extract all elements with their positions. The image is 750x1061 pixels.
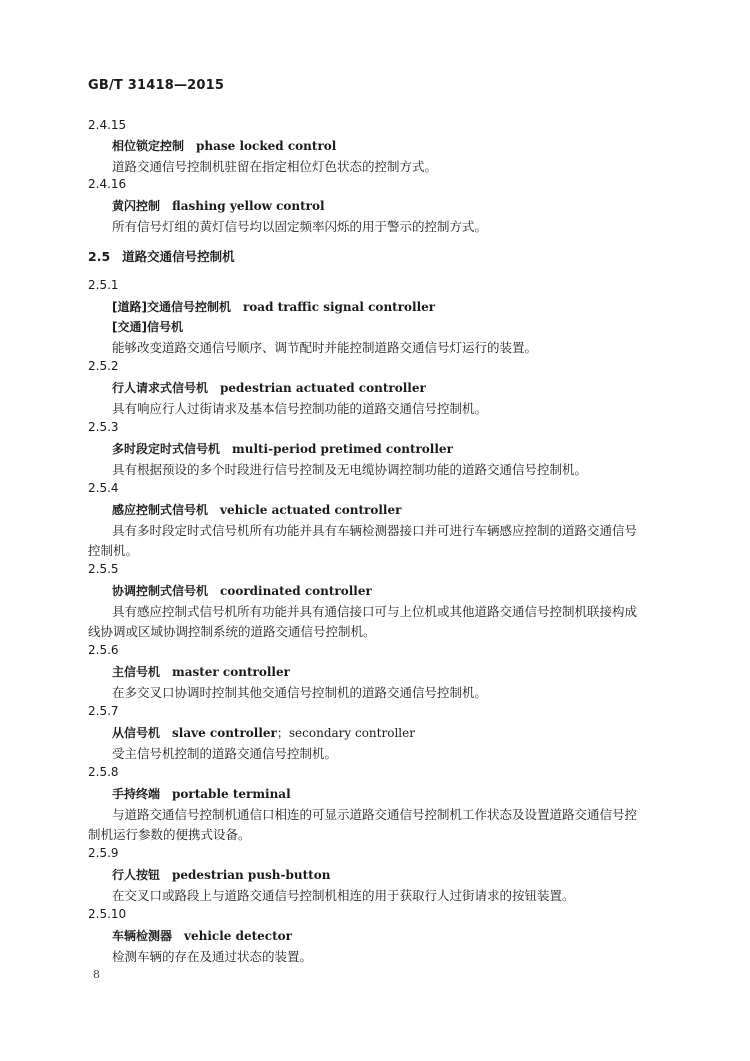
clause-number: 2.5.9: [88, 846, 119, 860]
clause-number: 2.5.7: [88, 704, 119, 718]
term-en: pedestrian push-button: [172, 868, 331, 882]
term-definition: 在交叉口或路段上与道路交通信号控制机相连的用于获取行人过街请求的按钮装置。: [112, 888, 575, 903]
term-heading: [112, 785, 291, 802]
term-en: slave controller: [172, 726, 277, 740]
term-zh: 多时段定时式信号机: [112, 442, 221, 456]
term-definition: 具有感应控制式信号机所有功能并具有通信接口可与上位机或其他道路交通信号控制机联接构成: [112, 604, 638, 619]
term-definition: 受主信号机控制的道路交通信号控制机。: [112, 746, 338, 761]
clause-number: 2.5.2: [88, 359, 119, 373]
term-zh: 行人按钮: [112, 868, 161, 882]
term-zh: 感应控制式信号机: [112, 503, 209, 517]
term-en: vehicle actuated controller: [220, 503, 402, 517]
clause-number: 2.5.10: [88, 907, 127, 921]
term-heading: [112, 440, 453, 457]
term-definition: 所有信号灯组的黄灯信号均以固定频率闪烁的用于警示的控制方式。: [112, 219, 488, 234]
term-zh: 行人请求式信号机: [112, 381, 209, 395]
term-definition: 具有响应行人过街请求及基本信号控制功能的道路交通信号控制机。: [112, 401, 488, 416]
term-zh: 车辆检测器: [112, 929, 173, 943]
term-heading: [112, 663, 290, 680]
term-zh: 协调控制式信号机: [112, 584, 209, 598]
term-heading: [112, 197, 325, 214]
term-heading: [112, 137, 336, 154]
term-zh: 黄闪控制: [112, 199, 161, 213]
section-heading: [88, 247, 235, 265]
term-heading: [112, 866, 330, 883]
clause-number: 2.5.8: [88, 765, 119, 779]
section-title: 道路交通信号控制机: [122, 249, 235, 264]
term-definition: 在多交叉口协调时控制其他交通信号控制机的道路交通信号控制机。: [112, 685, 488, 700]
term-en-separator: ；: [276, 726, 289, 740]
term-en-synonym: secondary controller: [288, 726, 415, 740]
section-number: 2.5: [88, 249, 111, 264]
clause-number: 2.5.4: [88, 481, 119, 495]
term-en: road traffic signal controller: [242, 300, 436, 314]
term-heading: [112, 379, 426, 396]
clause-number: 2.5.3: [88, 420, 119, 434]
term-zh: 从信号机: [112, 726, 161, 740]
term-en: vehicle detector: [184, 929, 292, 943]
term-heading: [112, 724, 415, 741]
term-en: coordinated controller: [220, 584, 372, 598]
clause-number: 2.4.15: [88, 118, 127, 132]
term-en: flashing yellow control: [172, 199, 325, 213]
page-number: 8: [93, 968, 100, 981]
term-zh: 主信号机: [112, 665, 161, 679]
term-en: pedestrian actuated controller: [220, 381, 426, 395]
term-en: portable terminal: [172, 787, 291, 801]
clause-number: 2.5.5: [88, 562, 119, 576]
clause-number: 2.5.1: [88, 278, 119, 292]
term-heading: [112, 298, 435, 315]
term-definition: 具有根据预设的多个时段进行信号控制及无电缆协调控制功能的道路交通信号控制机。: [112, 462, 588, 477]
term-zh-alt: [交通]信号机: [112, 320, 183, 334]
term-en: master controller: [172, 665, 290, 679]
term-definition: 检测车辆的存在及通过状态的装置。: [112, 949, 313, 964]
term-zh: [道路]交通信号控制机: [112, 300, 231, 314]
term-alternative: [112, 318, 183, 335]
term-definition-continued: 制机运行参数的便携式设备。: [88, 827, 251, 842]
term-definition: 具有多时段定时式信号机所有功能并具有车辆检测器接口并可进行车辆感应控制的道路交通信号: [112, 523, 638, 538]
term-definition-continued: 线协调或区域协调控制系统的道路交通信号控制机。: [88, 624, 376, 639]
term-definition: 能够改变道路交通信号顺序、调节配时并能控制道路交通信号灯运行的装置。: [112, 340, 538, 355]
term-heading: [112, 501, 401, 518]
term-zh: 相位锁定控制: [112, 139, 185, 153]
term-heading: [112, 927, 292, 944]
term-zh: 手持终端: [112, 787, 161, 801]
clause-number: 2.4.16: [88, 177, 127, 191]
term-en: multi-period pretimed controller: [232, 442, 453, 456]
term-heading: [112, 582, 372, 599]
term-definition: 与道路交通信号控制机通信口相连的可显示道路交通信号控制机工作状态及设置道路交通信号控: [112, 807, 638, 822]
clause-number: 2.5.6: [88, 643, 119, 657]
term-definition: 道路交通信号控制机驻留在指定相位灯色状态的控制方式。: [112, 159, 438, 174]
standard-header: GB/T 31418—2015: [88, 78, 225, 93]
term-definition-continued: 控制机。: [88, 543, 139, 558]
term-en: phase locked control: [196, 139, 337, 153]
